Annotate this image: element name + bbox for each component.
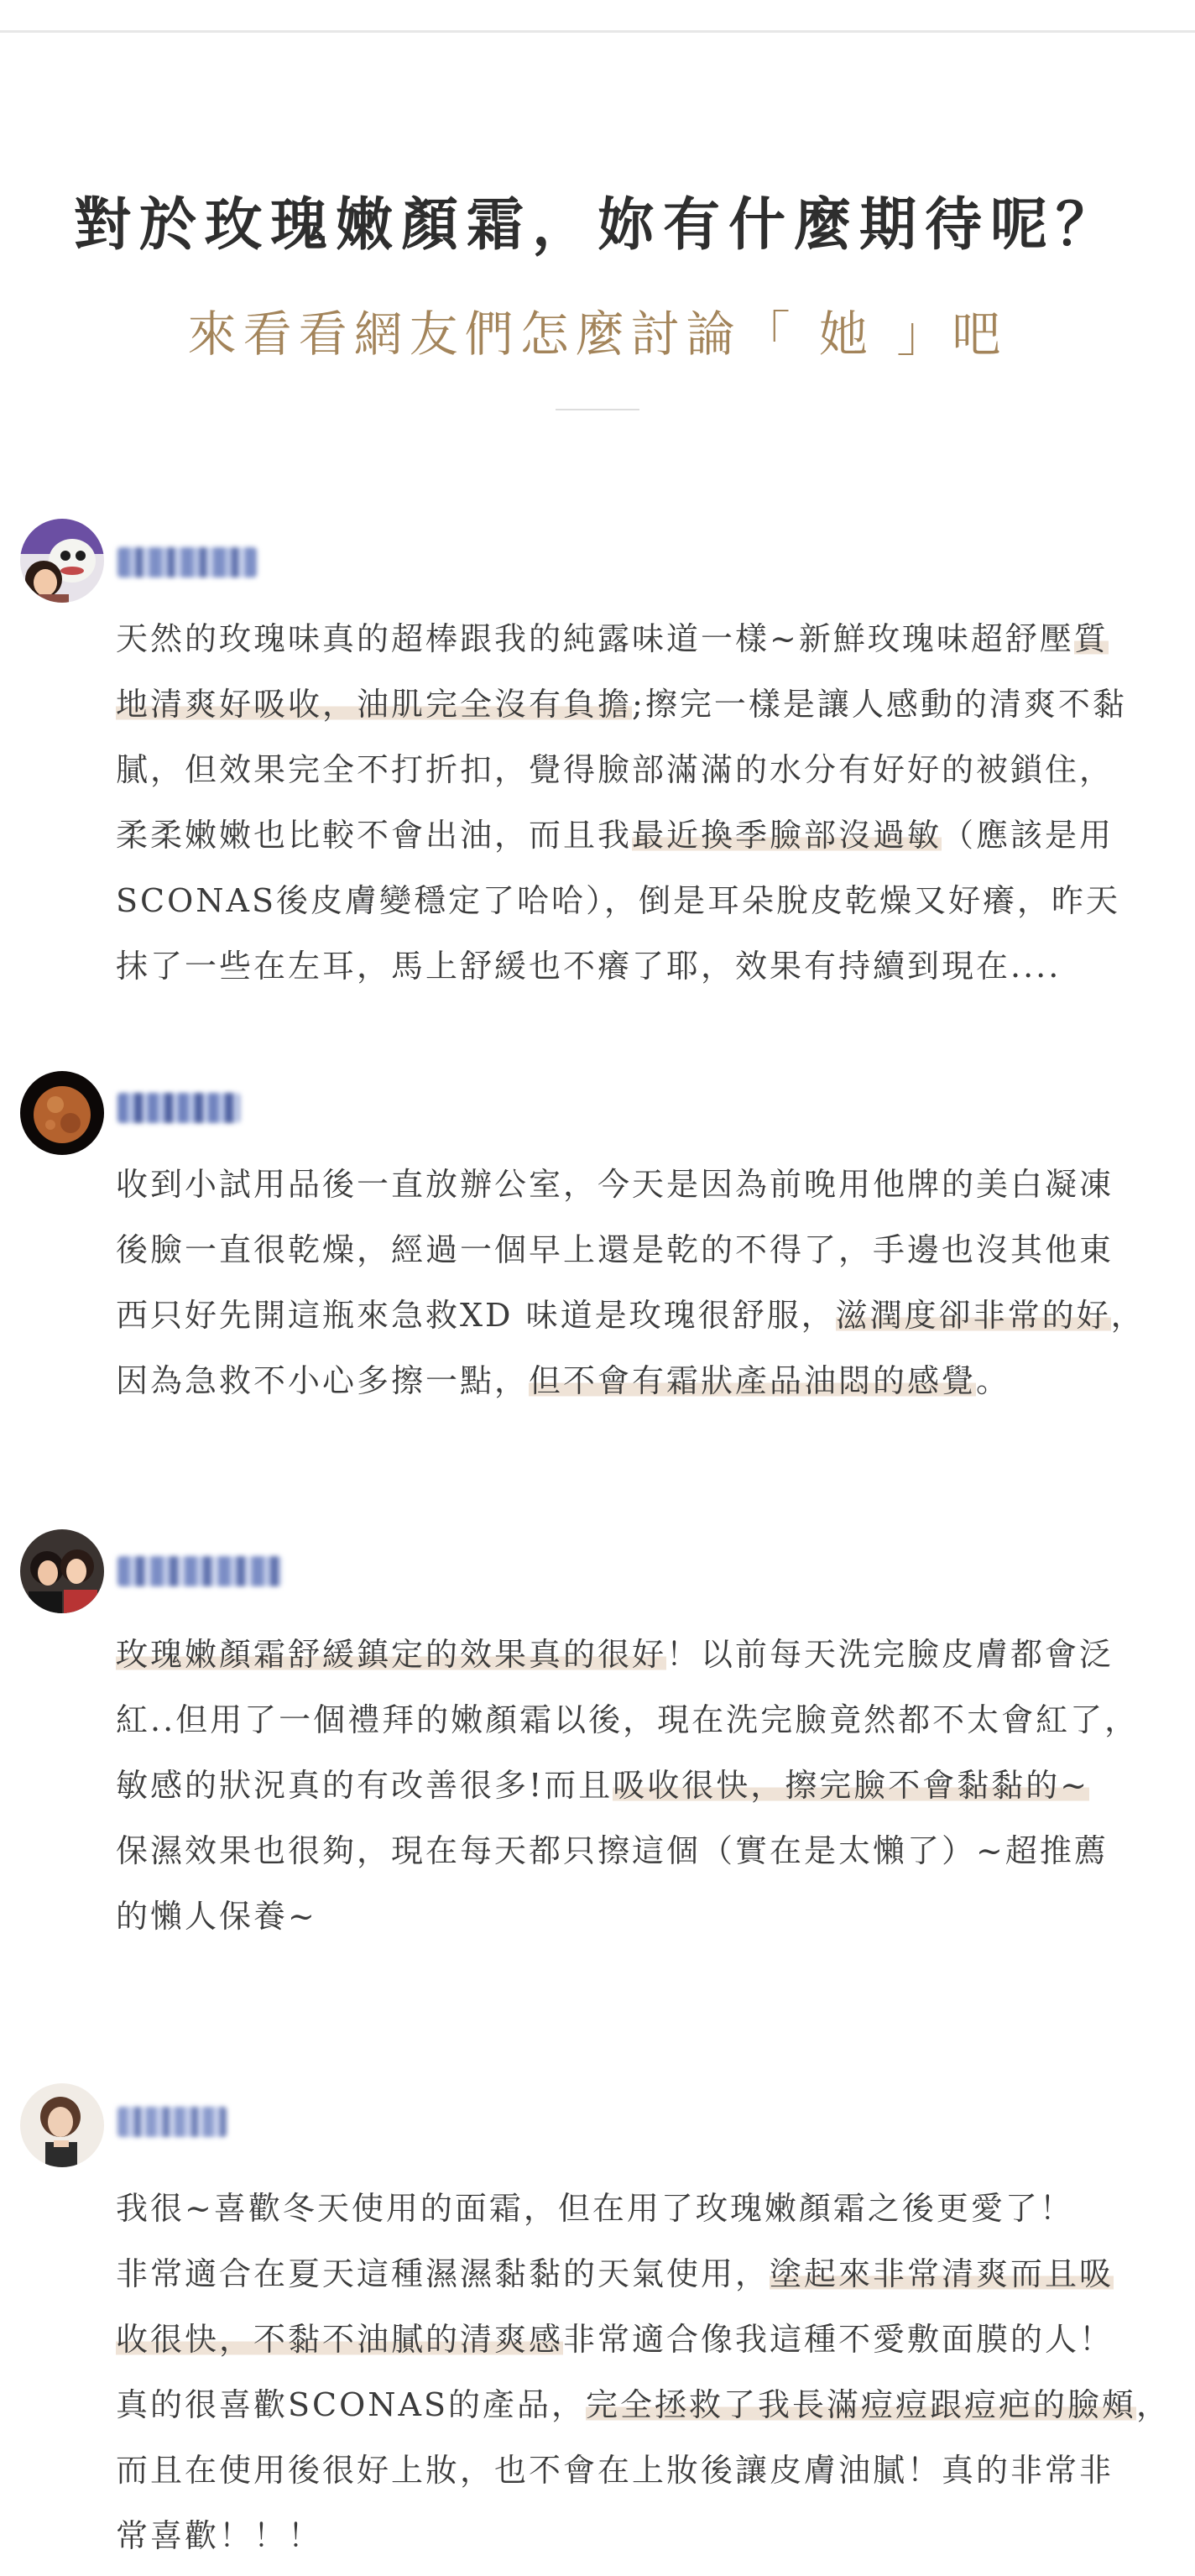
review-line: 柔柔嫩嫩也比較不會出油，而且我最近換季臉部沒過敏（應該是用	[116, 817, 1114, 854]
review-line: 抹了一些在左耳，馬上舒緩也不癢了耶，效果有持續到現在....	[116, 948, 1062, 985]
review-line: 常喜歡！！！	[116, 2517, 323, 2554]
review-line: 而且在使用後很好上妝，也不會在上妝後讓皮膚油膩！真的非常非	[116, 2452, 1114, 2489]
username-blurred	[117, 1556, 282, 1586]
review-text	[116, 1152, 1180, 1413]
review-line: 我很~喜歡冬天使用的面霜，但在用了玫瑰嫩顏霜之後更愛了！	[116, 2190, 1074, 2227]
review-line: 地清爽好吸收，油肌完全沒有負擔;擦完一樣是讓人感動的清爽不黏	[116, 686, 1127, 723]
review-line: 紅..但用了一個禮拜的嫩顏霜以後，現在洗完臉竟然都不太會紅了，	[116, 1701, 1140, 1738]
review-line: 因為急救不小心多擦一點，但不會有霜狀產品油悶的感覺。	[116, 1362, 1011, 1399]
review-line: 西只好先開這瓶來急救XD 味道是玫瑰很舒服，滋潤度卻非常的好，	[116, 1297, 1145, 1334]
user-avatar-icon	[20, 1529, 104, 1613]
review-line: 後臉一直很乾燥，經過一個早上還是乾的不得了，手邊也沒其他東	[116, 1231, 1114, 1268]
review-line: 天然的玫瑰味真的超棒跟我的純露味道一樣~新鮮玫瑰味超舒壓質	[116, 620, 1109, 657]
review-line: 收很快，不黏不油膩的清爽感非常適合像我這種不愛敷面膜的人！	[116, 2321, 1114, 2358]
review-line: 保濕效果也很夠，現在每天都只擦這個（實在是太懶了）~超推薦	[116, 1832, 1109, 1869]
username-blurred	[117, 547, 257, 577]
top-divider	[0, 30, 1195, 33]
review-text	[116, 2176, 1180, 2568]
title-divider	[556, 409, 639, 410]
user-avatar-icon	[20, 1071, 104, 1155]
review-line: 非常適合在夏天這種濕濕黏黏的天氣使用，塗起來非常清爽而且吸	[116, 2255, 1114, 2292]
user-avatar-icon	[20, 519, 104, 603]
review-line: 玫瑰嫩顏霜舒緩鎮定的效果真的很好！以前每天洗完臉皮膚都會泛	[116, 1636, 1114, 1673]
review-line: 膩，但效果完全不打折扣，覺得臉部滿滿的水分有好好的被鎖住，	[116, 751, 1114, 788]
username-blurred	[117, 1093, 240, 1123]
user-avatar-icon	[20, 2083, 104, 2167]
username-blurred	[117, 2107, 227, 2137]
review-text	[116, 606, 1180, 999]
review-text	[116, 1622, 1180, 1949]
review-line: 真的很喜歡SCONAS的產品，完全拯救了我長滿痘痘跟痘疤的臉頰，	[116, 2386, 1172, 2423]
review-line: 收到小試用品後一直放辦公室，今天是因為前晚用他牌的美白凝凍	[116, 1166, 1114, 1203]
page-title: 對於玫瑰嫩顏霜，妳有什麼期待呢？	[73, 191, 1121, 259]
page-subtitle: 來看看網友們怎麼討論「 她 」吧	[187, 306, 1008, 363]
review-line: SCONAS後皮膚變穩定了哈哈），倒是耳朵脫皮乾燥又好癢，昨天	[116, 882, 1120, 919]
review-line: 敏感的狀況真的有改善很多!而且吸收很快，擦完臉不會黏黏的~	[116, 1767, 1090, 1804]
review-line: 的懶人保養~	[116, 1898, 317, 1935]
